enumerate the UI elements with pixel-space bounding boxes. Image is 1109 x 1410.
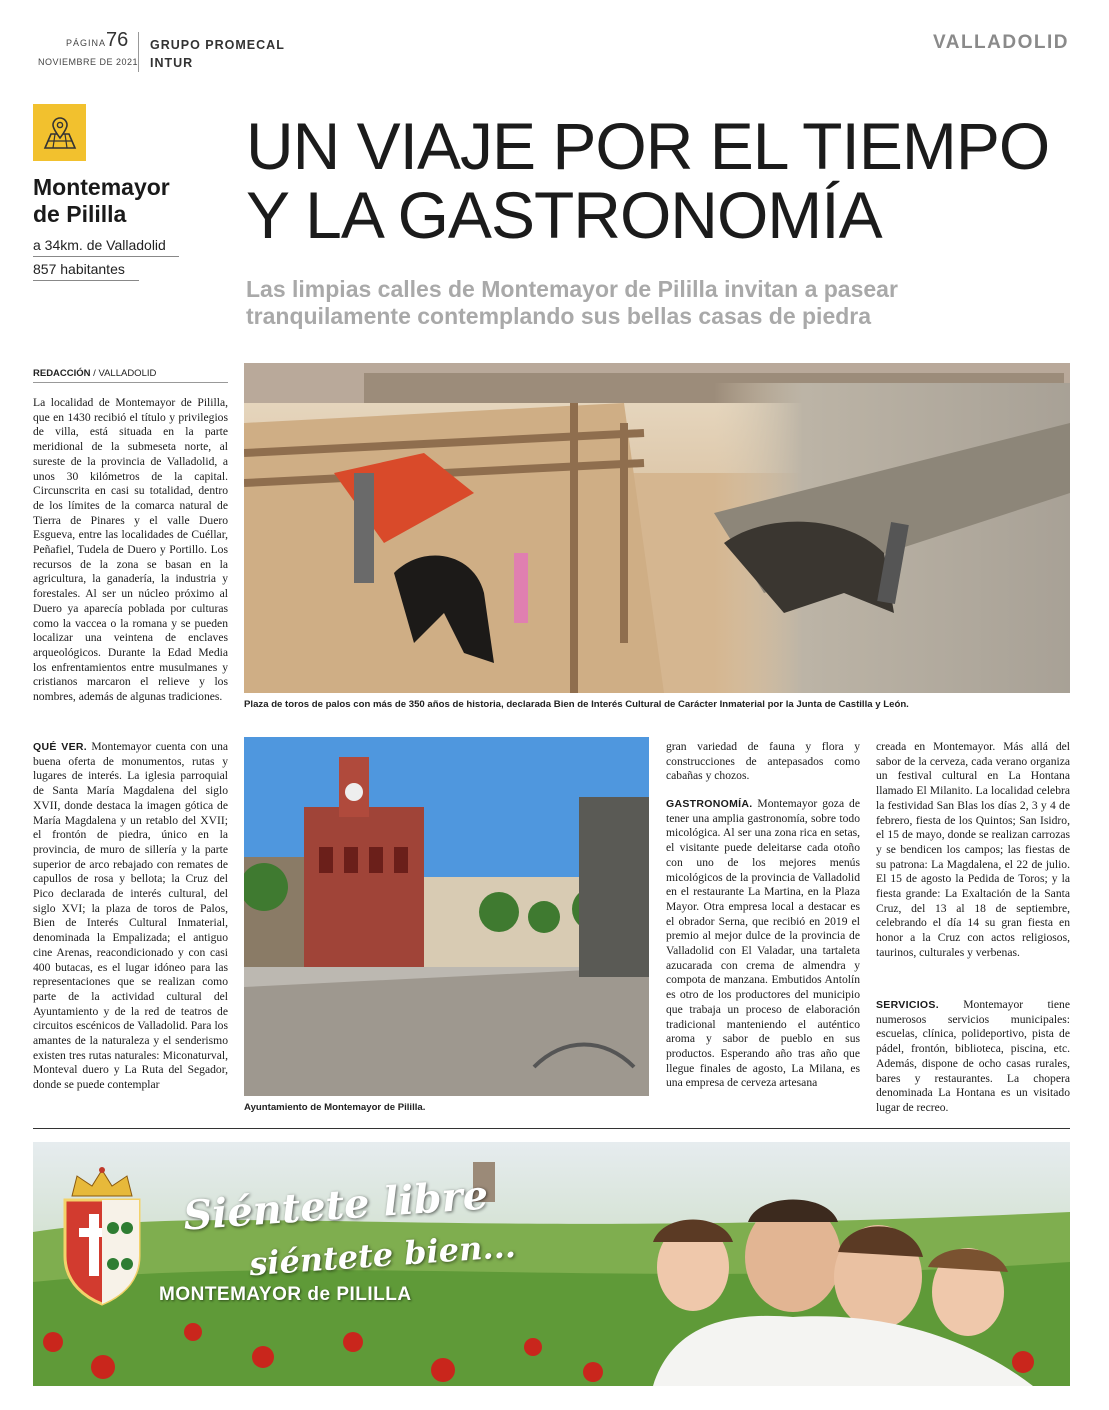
population: 857 habitantes <box>33 261 139 281</box>
que-ver-heading: QUÉ VER. <box>33 741 88 753</box>
town-hall-photo <box>244 737 649 1096</box>
town-line1: Montemayor <box>33 174 170 200</box>
subtitle-line2: tranquilamente contemplando sus bellas casas de piedra <box>246 303 872 329</box>
title-line2: Y LA GASTRONOMÍA <box>246 178 882 252</box>
distance: a 34km. de Valladolid <box>33 237 179 257</box>
article-title <box>246 109 1050 252</box>
town-name <box>33 174 170 228</box>
title-line1: UN VIAJE POR EL TIEMPO <box>246 109 1050 183</box>
servicios-paragraph <box>876 998 1070 1116</box>
servicios-text: Montemayor tiene numerosos servicios municipales: escuelas, clínica, polideportivo, pista de pádel, frontón, biblioteca, piscina, etc. Además, dispone de ocho casas rurales, bares y restaurantes. La chopera denominada La Hontana es un visitado lugar de recreo. <box>876 998 1070 1114</box>
photo-caption-bullring: Plaza de toros de palos con más de 350 años de historia, declarada Bien de Interés Cultural de Carácter Inmaterial por la Junta de Castilla y León. <box>244 699 909 710</box>
byline <box>33 368 228 383</box>
byline-author: REDACCIÓN <box>33 368 91 379</box>
photo-caption-town-hall: Ayuntamiento de Montemayor de Pililla. <box>244 1102 426 1113</box>
publisher-line2: INTUR <box>150 56 194 70</box>
publisher <box>150 36 285 72</box>
fauna-continuation: gran variedad de fauna y flora y construcciones de antepasados como cabañas y chozos. <box>666 740 860 783</box>
header-divider <box>138 32 139 72</box>
tourism-advertisement <box>33 1142 1070 1386</box>
bottom-divider <box>33 1128 1070 1129</box>
town-line2: de Pililla <box>33 201 127 227</box>
issue-date: NOVIEMBRE DE 2021 <box>38 57 139 67</box>
gastronomia-paragraph <box>666 797 860 1091</box>
page-label: PÁGINA <box>66 38 107 48</box>
map-pin-icon <box>33 104 86 161</box>
festivities-paragraph: creada en Montemayor. Más allá del sabor de la cerveza, cada verano organiza un festival cultural en La Hontana llamado El Milanito. La localidad celebra la festividad San Blas los días 2, 3 y 4 de febrero, fiesta de los Quintos; San Isidro, el 15 de mayo, donde se realizan carrozas y se bendicen los campos; las fiestas de su patrona: La Magdalena, el 22 de julio. El 15 de agosto la Pedida de Toros; y la fiesta grande: La Exaltación de la Santa Cruz, del 13 al 18 de septiembre, celebrando el día 14 su gran fiesta en honor a la Cruz con actos religiosos, taurinos, culturales y verbenas. <box>876 740 1070 959</box>
section-name: VALLADOLID <box>932 32 1069 53</box>
article-subtitle <box>246 276 1046 330</box>
intro-paragraph: La localidad de Montemayor de Pililla, que en 1430 recibió el título y privilegios de villa, está situada en la parte meridional de la submeseta norte, al sureste de la provincia de Valladolid, a unos 30 kilómetros de la capital. Circunscrita en casi su totalidad, dentro de los límites de la comarca natural de Tierra de Pinares y el valle Duero Esgueva, entre las localidades de Cuéllar, Peñafiel, Tudela de Duero y Portillo. Los recursos de la zona se basan en la agricultura, la ganadería, la industria y forestales. Al ser un núcleo próximo al Duero ya aparecía poblada por culturas como la vaccea o la romana y se pueden localizar una veintena de enclaves arqueológicos. Durante la Edad Media los enfrentamientos entre musulmanes y cristianos marcaron el relieve y los nombres, además de algunas tradiciones. <box>33 396 228 704</box>
servicios-heading: SERVICIOS. <box>876 999 939 1011</box>
que-ver-paragraph <box>33 740 228 1093</box>
bullring-photo <box>244 363 1070 693</box>
page-number: 76 <box>106 29 129 51</box>
ad-town-name: MONTEMAYOR de PILILLA <box>159 1284 412 1305</box>
ad-slogan-line2: siéntete bien... <box>247 1226 517 1284</box>
subtitle-line1: Las limpias calles de Montemayor de Pililla invitan a pasear <box>246 276 898 302</box>
que-ver-text: Montemayor cuenta con una buena oferta de monumentos, rutas y lugares de interés. La iglesia parroquial de Santa María Magdalena del siglo XVII, donde destaca la imagen gótica de María Magdalena y un retablo del XVII; el frontón de piedra, único en la provincia, de muro de sillería y la parte superior de arco rebajado con remates de capullos de rosa y bellota; la Cruz del Pico declarada de interés cultural, del siglo XVI; la plaza de toros de Palos, Bien de Interés Cultural Inmaterial, denominada la Empalizada; el antiguo cine Arenas, reacondicionado y con casi 400 butacas, es el lugar idóneo para las representaciones que se realizan como parte de la actividad cultural del Ayuntamiento y de la red de teatros de circuitos escénicos de Valladolid. Para los amantes de la naturaleza y el senderismo existen tres rutas naturales: Miconaturval, Monteval duero y La Ruta del Segador, donde se puede contemplar <box>33 740 229 1092</box>
publisher-line1: GRUPO PROMECAL <box>150 38 285 52</box>
ad-slogan-line1: Siéntete libre <box>181 1171 490 1240</box>
coat-of-arms-icon <box>57 1166 147 1311</box>
gastronomia-heading: GASTRONOMÍA. <box>666 798 753 810</box>
byline-place: / VALLADOLID <box>90 368 157 379</box>
gastronomia-text: Montemayor goza de tener una amplia gastronomía, sobre todo micológica. Al ser una zona rica en setas, el visitante puede deleitarse cada otoño con uno de los mejores menús micológicos de la provincia de Valladolid en el restaurante La Martina, en la Plaza Mayor. Otra empresa local a destacar es el obrador Serna, que recibió en 2019 el premio al mejor dulce de la provincia de Valladolid con El Valadar, una tartaleta azucarada con crema de almendra y compota de manzana. Embutidos Antolín es otro de los productores del municipio que trabaja un proceso de elaboración tradicional manteniendo el auténtico aroma y sabor de pueblo en sus productos. Esperando año tras año que llegue finales de agosto, La Milana, es una empresa de cerveza artesana <box>666 797 860 1090</box>
